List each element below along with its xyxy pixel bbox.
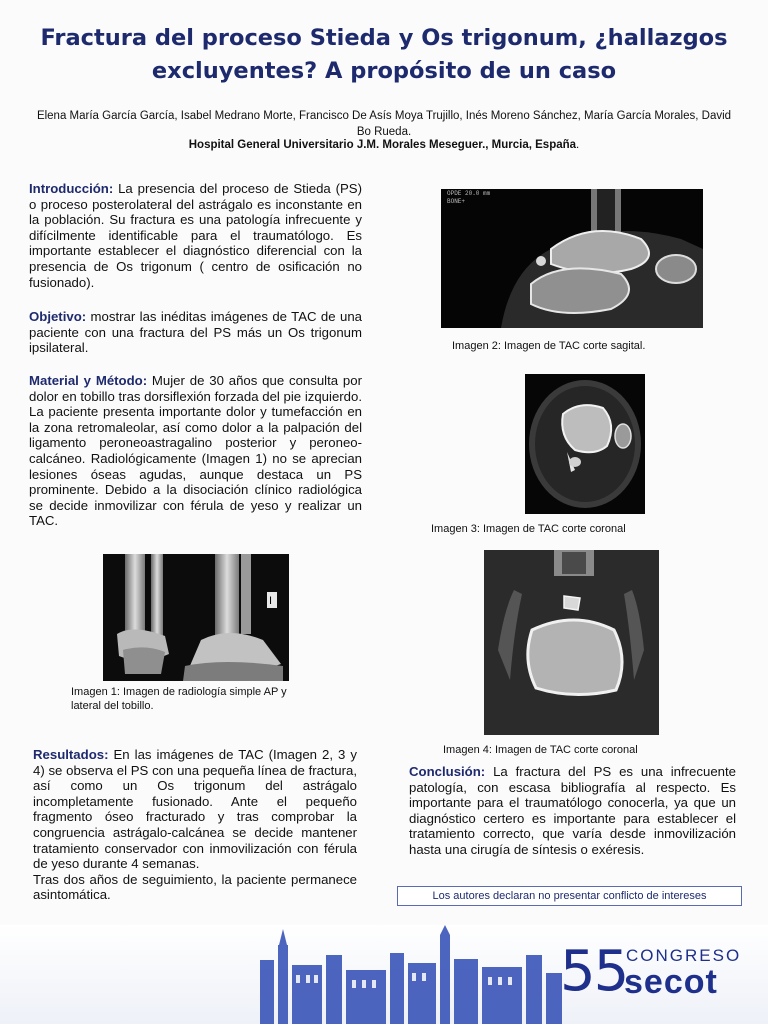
ct-coronal-illustration-1 — [525, 374, 645, 514]
radiograph-image — [103, 554, 289, 681]
section-conclusion — [409, 764, 736, 858]
congress-logo — [560, 940, 760, 1010]
section-heading: Introducción: — [29, 181, 114, 196]
congress-word: CONGRESO — [626, 946, 742, 965]
ct-coronal-illustration-2 — [484, 550, 659, 735]
poster-title: Fractura del proceso Stieda y Os trigonum, ¿hallazgos excluyentes? A propósito de un caso — [40, 25, 728, 84]
section-material-metodo — [29, 373, 362, 529]
section-heading: Conclusión: — [409, 764, 486, 779]
section-text: En las imágenes de TAC (Imagen 2, 3 y 4) se observa el PS con una pequeña línea de fractura, así como un Os trigonum del astrágalo incompletamente fusionado. Ante el pequeño fragmento óseo fracturado y tras comprobar la congruencia astrágalo-calcánea se decide mantener tratamiento conservador con inmovilización con férula de yeso durante 4 semanas. — [33, 747, 357, 872]
ct-sagittal-illustration — [441, 189, 703, 328]
section-heading: Material y Método: — [29, 373, 148, 388]
affiliation-suffix: . — [576, 139, 580, 151]
image2-caption: Imagen 2: Imagen de TAC corte sagital. — [452, 340, 646, 352]
section-resultados — [33, 747, 357, 903]
radiograph-illustration — [103, 554, 289, 681]
affiliation-name: Hospital General Universitario J.M. Morales Meseguer., Murcia, España — [188, 139, 577, 151]
section-text: La fractura del PS es una infrecuente patología, con escasa bibliografía al respecto. Es importante para el traumatólogo conocerla, ya que un diagnóstico certero es importante para establecer el tratamiento correcto, que varía desde inmovilización hasta una cirugía de síntesis o exéresis. — [409, 764, 736, 857]
ct-coronal-image-1 — [525, 374, 645, 514]
section-text: mostrar las inéditas imágenes de TAC de una paciente con una fractura del PS más un Os trigonum ipsilateral. — [29, 309, 362, 356]
congress-number: 55 — [560, 939, 628, 1004]
author-list: Elena María García García, Isabel Medrano Morte, Francisco De Asís Moya Trujillo, Inés Moreno Sánchez, María García Morales, David Bo Rueda. — [36, 110, 732, 138]
image3-caption: Imagen 3: Imagen de TAC corte coronal — [431, 523, 626, 535]
section-text: La presencia del proceso de Stieda (PS) o proceso posterolateral del astrágalo es inconstante en la población. Su fractura es una patología infrecuente y difícilmente identificable para el traumatólogo. Es importante establecer el diagnóstico diferencial con la presencia de Os trigonum ( centro de osificación no fusionado). — [29, 181, 362, 290]
image1-caption: Imagen 1: Imagen de radiología simple AP y lateral del tobillo. — [71, 686, 287, 712]
affiliation — [30, 139, 738, 151]
radiograph-marker: I — [269, 595, 273, 607]
section-text-followup: Tras dos años de seguimiento, la paciente permanece asintomática. — [33, 871, 357, 903]
ct-overlay-text: OPDE 20.0 mm — [447, 190, 491, 197]
ct-coronal-image-2 — [484, 550, 659, 735]
congress-name: secot — [624, 963, 718, 1001]
section-heading: Resultados: — [33, 747, 109, 762]
conflict-of-interest-note: Los autores declaran no presentar conflicto de intereses — [397, 886, 742, 906]
ct-sagittal-image — [441, 189, 703, 328]
ct-overlay-text: BONE+ — [447, 198, 466, 205]
section-text: Mujer de 30 años que consulta por dolor en tobillo tras dorsiflexión forzada del pie izquierdo. La paciente presenta importante dolor y tumefacción en la zona retromaleolar, así como dolor a la palpación del ligamento peroneoastragalino posterior y peroneo-calcáneo. Radiológicamente (Imagen 1) no se aprecian lesiones óseas agudas, aunque destaca un PS prominente. Debido a la disociación clínico radiológica se decide inmovilizar con férula de yeso y realizar un TAC. — [29, 373, 362, 529]
section-objetivo — [29, 309, 362, 356]
section-introduccion — [29, 181, 362, 290]
section-heading: Objetivo: — [29, 309, 87, 324]
image4-caption: Imagen 4: Imagen de TAC corte coronal — [443, 744, 638, 756]
